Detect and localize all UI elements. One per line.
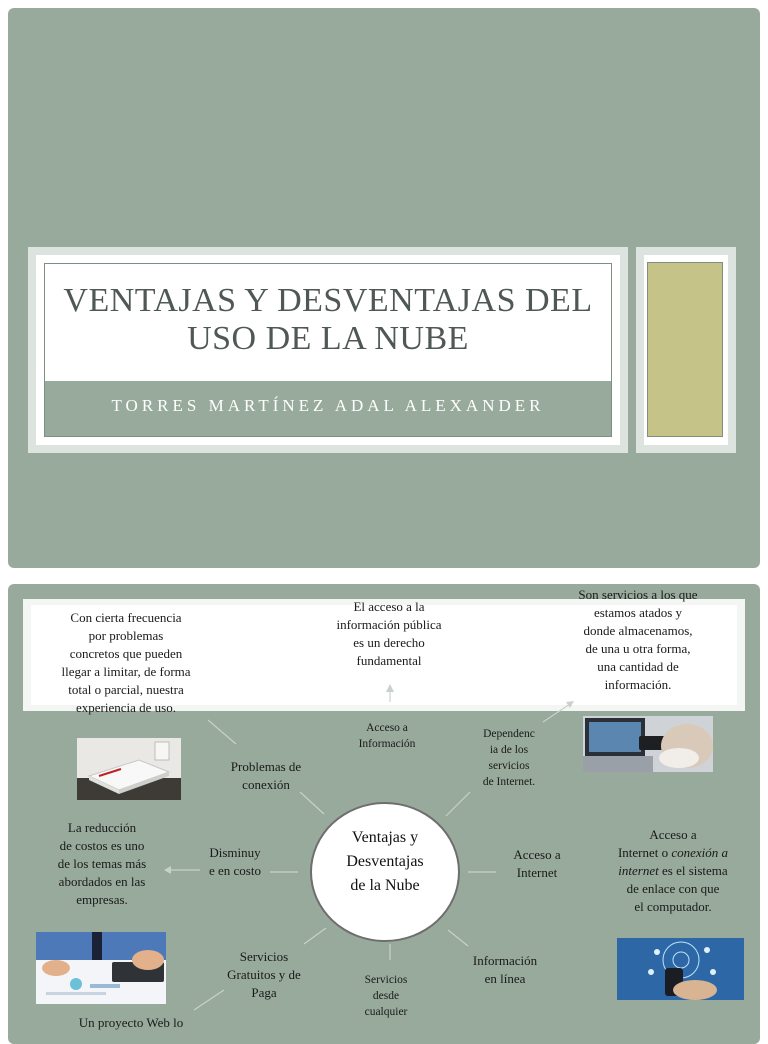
node-line: Problemas de [230,759,302,774]
author-name: TORRES MARTÍNEZ ADAL ALEXANDER [111,396,545,415]
node-line: servicios [488,760,530,772]
left-mid-line: de los temas más [57,856,147,871]
top-center-text [308,598,470,670]
node-problemas-conexion [216,758,316,794]
top-left-line: Con cierta frecuencia [70,610,182,625]
center-node-text [312,826,458,898]
node-disminuye-costo [198,844,272,880]
node-line: ia de los [489,744,529,756]
top-right-line: información. [604,677,672,692]
top-right-line: donde almacenamos, [583,623,693,638]
left-mid-line: de costos es uno [59,838,145,853]
top-right-line: una cantidad de [597,659,679,674]
bottom-left-text: Un proyecto Web lo [78,1015,184,1030]
center-node [310,802,460,942]
connector-problemas [300,792,324,814]
node-line: Dependenc [483,728,535,740]
top-left-line: llegar a limitar, de forma [61,664,191,679]
node-line: de Internet. [482,776,536,788]
top-left-text [46,609,206,717]
node-informacion-linea [460,952,550,988]
title-panel-inner [36,255,620,445]
business-illustration [36,932,166,1004]
node-dependencia [470,726,548,790]
accent-box [647,262,723,437]
title-line-1: VENTAJAS Y DESVENTAJAS DEL [63,282,593,319]
router-image [77,738,181,800]
node-servicios-gratuitos [212,948,316,1002]
left-mid-line: empresas. [76,892,128,907]
title-slide[interactable] [8,8,760,568]
right-mid-text [600,826,746,916]
top-right-line: Son servicios a los que [578,587,698,602]
node-line: Información [472,953,538,968]
laptop-illustration [583,716,713,772]
node-acceso-internet [498,846,576,882]
title-frame [44,263,612,437]
node-line: en línea [484,971,526,986]
node-line: Paga [251,985,277,1000]
connector-top-left [208,720,236,744]
top-right-line: estamos atados y [593,605,683,620]
title-line-2: USO DE LA NUBE [187,320,469,357]
router-illustration [77,738,181,800]
connector-informacion [448,930,468,946]
right-mid-line: el computador. [634,899,712,914]
subtitle-band [45,381,611,436]
node-servicios-desde [348,972,424,1020]
node-line: e en costo [209,863,261,878]
node-line: Internet [516,865,558,880]
node-line: Acceso a [366,722,408,734]
node-line: Servicios [239,949,289,964]
left-mid-text [44,819,160,909]
laptop-image [583,716,713,772]
arrowhead-top-right [566,701,574,708]
node-line: Acceso a [513,847,561,862]
node-line: Disminuy [209,845,261,860]
node-line: Gratuitos y de [227,967,301,982]
right-mid-line: internet es el sistema [618,863,728,878]
arrowhead-top-center [386,684,394,692]
top-center-line: El acceso a la [353,599,425,614]
top-left-line: experiencia de uso. [76,700,176,715]
node-line: desde [372,990,400,1002]
right-mid-line: Internet o conexión a [617,845,729,860]
mind-map-slide[interactable] [8,584,760,1044]
center-line: de la Nube [350,877,420,894]
top-right-text [558,586,718,694]
top-center-line: información pública [336,617,442,632]
node-line: Servicios [364,974,408,986]
accent-panel [636,247,736,453]
node-line: cualquier [364,1006,408,1018]
arrowhead-left-mid [164,866,171,874]
connector-dependencia [446,792,470,816]
node-acceso-informacion [340,720,434,752]
top-center-line: es un derecho [353,635,425,650]
business-image [36,932,166,1004]
node-line: conexión [242,777,290,792]
center-line: Desventajas [346,853,424,870]
left-mid-line: abordados en las [58,874,146,889]
center-line: Ventajas y [351,829,419,846]
phone-network-image [617,938,744,1000]
right-mid-line: Acceso a [649,827,697,842]
top-left-line: total o parcial, nuestra [68,682,184,697]
top-left-line: concretos que pueden [69,646,183,661]
top-right-line: de una u otra forma, [585,641,691,656]
top-left-line: por problemas [88,628,164,643]
node-line: Información [358,738,416,750]
top-center-line: fundamental [356,653,422,668]
phone-network-illustration [617,938,744,1000]
connector-servicios-gratuitos [304,928,326,944]
right-mid-line: de enlace con que [626,881,720,896]
title-panel [28,247,628,453]
left-mid-line: La reducción [67,820,137,835]
slide-title [45,282,611,358]
